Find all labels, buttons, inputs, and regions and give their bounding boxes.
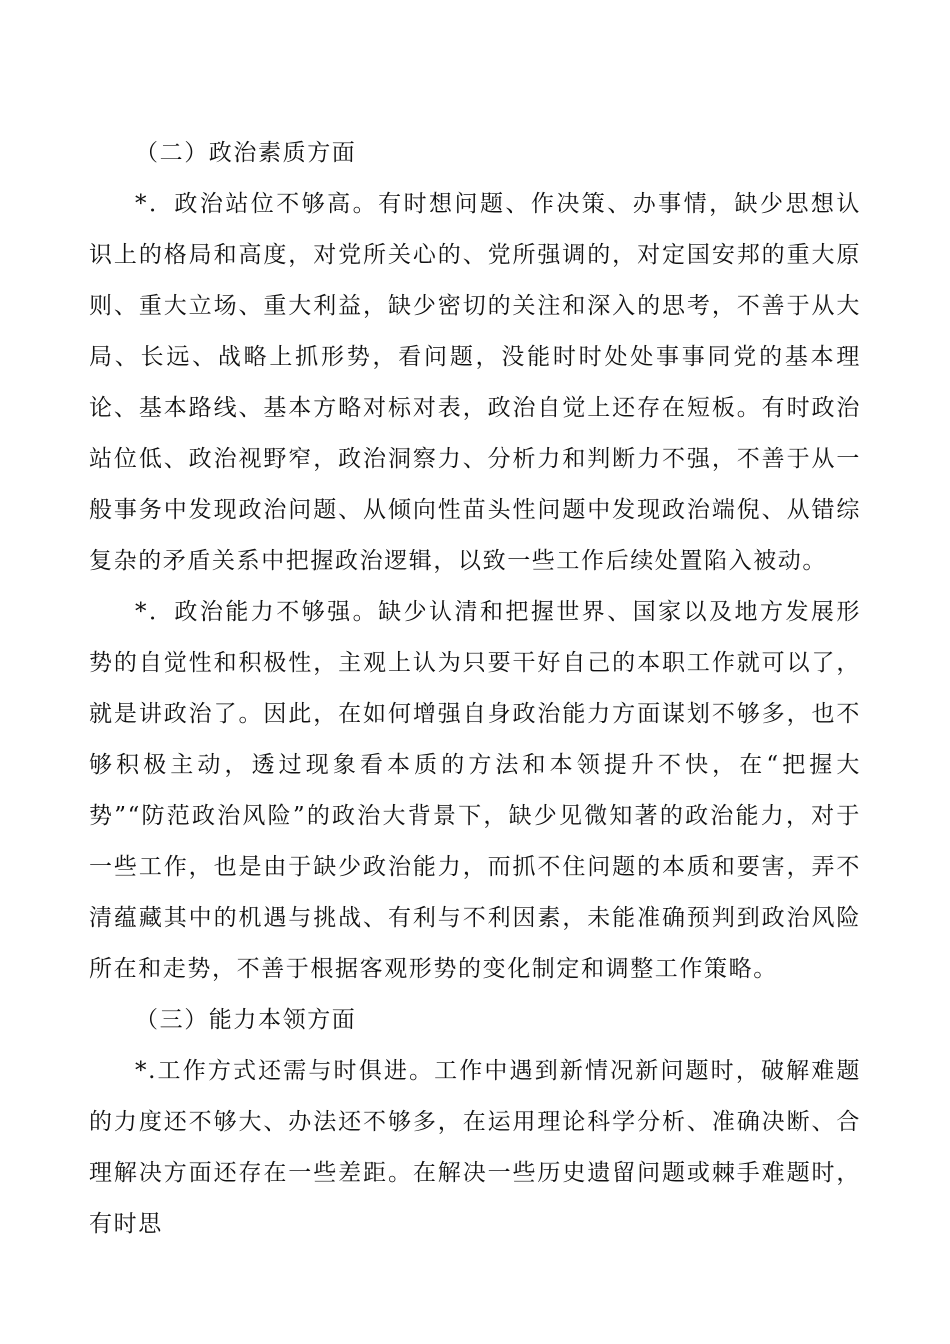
paragraph-work-methods: *.工作方式还需与时俱进。工作中遇到新情况新问题时，破解难题的力度还不够大、办法还不够多，在运用理论科学分析、准确决断、合理解决方面还存在一些差距。在解决一些历史遗留问题或棘手难题时，有时思 — [89, 1058, 861, 1237]
document-body — [89, 128, 861, 1250]
paragraph-political-standpoint: *．政治站位不够高。有时想问题、作决策、办事情，缺少思想认识上的格局和高度，对党所关心的、党所强调的，对定国安邦的重大原则、重大立场、重大利益，缺少密切的关注和深入的思考，不善于从大局、长远、战略上抓形势，看问题，没能时时处处事事同党的基本理论、基本路线、基本方略对标对表，政治自觉上还存在短板。有时政治站位低、政治视野窄，政治洞察力、分析力和判断力不强，不善于从一般事务中发现政治问题、从倾向性苗头性问题中发现政治端倪、从错综复杂的矛盾关系中把握政治逻辑，以致一些工作后续处置陷入被动。 — [89, 191, 861, 574]
paragraph-political-ability: *．政治能力不够强。缺少认清和把握世界、国家以及地方发展形势的自觉性和积极性，主观上认为只要干好自己的本职工作就可以了，就是讲政治了。因此，在如何增强自身政治能力方面谋划不够多，也不够积极主动，透过现象看本质的方法和本领提升不快，在“把握大势”“防范政治风险”的政治大背景下，缺少见微知著的政治能力，对于一些工作，也是由于缺少政治能力，而抓不住问题的本质和要害，弄不清蕴藏其中的机遇与挑战、有利与不利因素，未能准确预判到政治风险所在和走势，不善于根据客观形势的变化制定和调整工作策略。 — [89, 599, 861, 982]
section-heading-political-quality: （二）政治素质方面 — [135, 140, 357, 166]
section-heading-capability: （三）能力本领方面 — [135, 1007, 357, 1033]
